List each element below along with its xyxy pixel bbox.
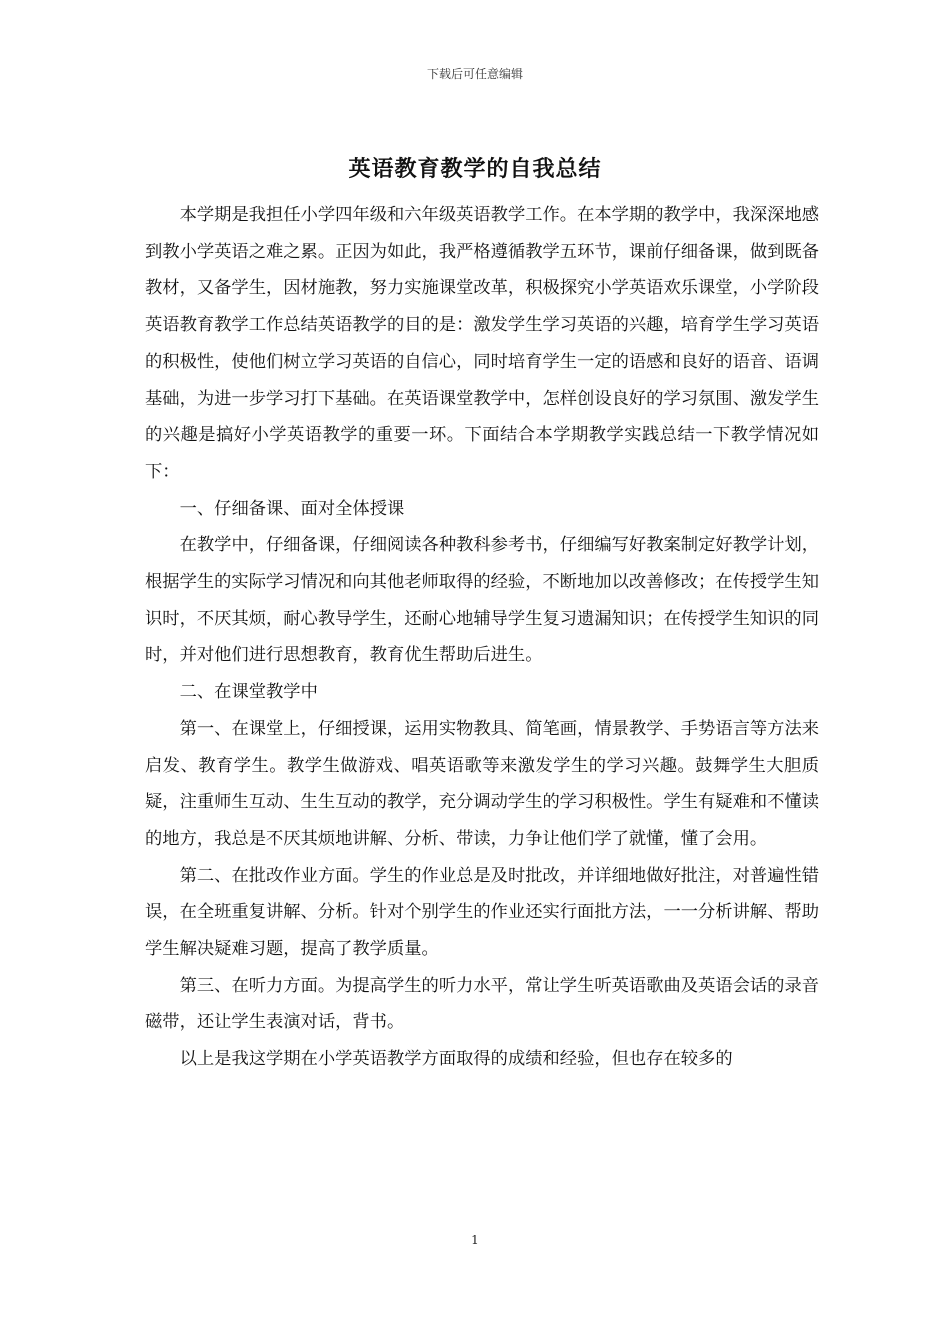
section-2-point-1: 第一、在课堂上，仔细授课，运用实物教具、简笔画，情景教学、手势语言等方法来启发、教育学生。教学生做游戏、唱英语歌等来激发学生的学习兴趣。鼓舞学生大胆质疑，注重师生互动、生生互动的教学，充分调动学生的学习积极性。学生有疑难和不懂读的地方，我总是不厌其烦地讲解、分析、带读，力争让他们学了就懂，懂了会用。 bbox=[145, 718, 820, 849]
closing-paragraph: 以上是我这学期在小学英语教学方面取得的成绩和经验，但也存在较多的 bbox=[179, 1049, 733, 1070]
intro-paragraph: 本学期是我担任小学四年级和六年级英语教学工作。在本学期的教学中，我深深地感到教小学英语之难之累。正因为如此，我严格遵循教学五环节，课前仔细备课，做到既备教材，又备学生，因材施教，努力实施课堂改革，积极探究小学英语欢乐课堂，小学阶段英语教育教学工作总结英语教学的目的是：激发学生学习英语的兴趣，培育学生学习英语的积极性，使他们树立学习英语的自信心，同时培育学生一定的语感和良好的语音、语调基础，为进一步学习打下基础。在英语课堂教学中，怎样创设良好的学习氛围、激发学生的兴趣是搞好小学英语教学的重要一环。下面结合本学期教学实践总结一下教学情况如下： bbox=[145, 205, 820, 482]
page-header: 下载后可任意编辑 bbox=[426, 67, 523, 81]
section-1-paragraph: 在教学中，仔细备课，仔细阅读各种教科参考书，仔细编写好教案制定好教学计划，根据学生的实际学习情况和向其他老师取得的经验，不断地加以改善修改；在传授学生知识时，不厌其烦，耐心教导学生，还耐心地辅导学生复习遗漏知识；在传授学生知识的同时，并对他们进行思想教育，教育优生帮助后进生。 bbox=[145, 535, 820, 666]
section-heading-2: 二、在课堂教学中 bbox=[179, 682, 318, 703]
page-number: 1 bbox=[471, 1233, 479, 1247]
section-2-point-2: 第二、在批改作业方面。学生的作业总是及时批改，并详细地做好批注，对普遍性错误，在全班重复讲解、分析。针对个别学生的作业还实行面批方法，一一分析讲解、帮助学生解决疑难习题，提高了教学质量。 bbox=[145, 865, 820, 960]
section-heading-1: 一、仔细备课、面对全体授课 bbox=[179, 498, 405, 519]
document-body bbox=[145, 197, 819, 1078]
section-2-point-3: 第三、在听力方面。为提高学生的听力水平，常让学生听英语歌曲及英语会话的录音磁带，还让学生表演对话，背书。 bbox=[145, 975, 820, 1033]
document-title: 英语教育教学的自我总结 bbox=[348, 156, 602, 182]
